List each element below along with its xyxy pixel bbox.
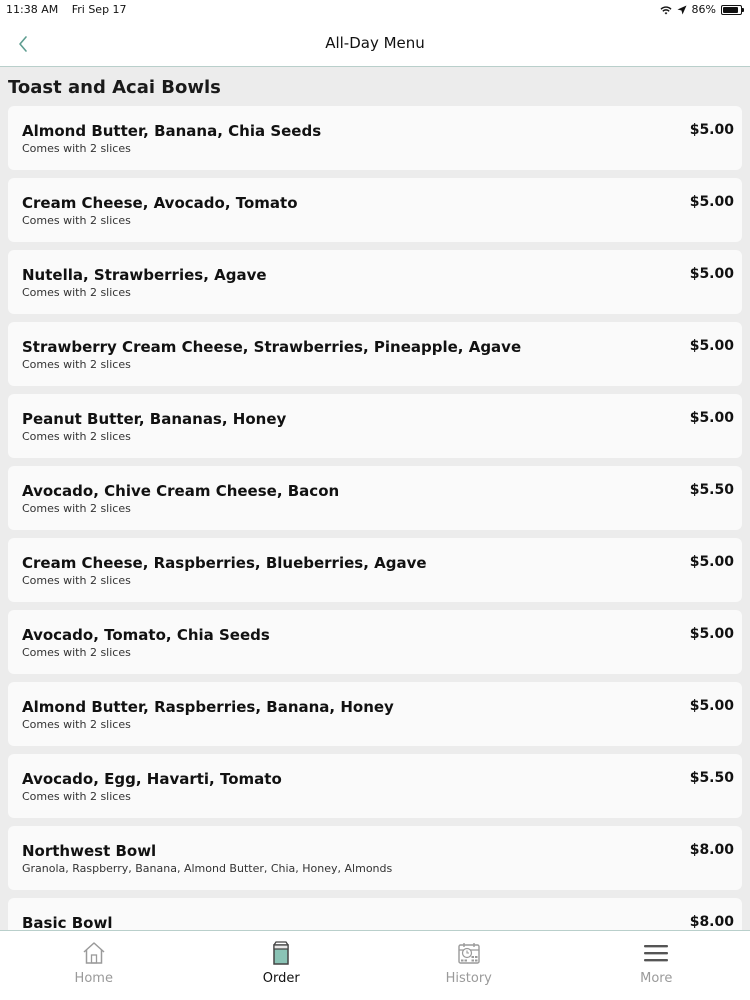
item-name: Avocado, Chive Cream Cheese, Bacon <box>22 482 340 500</box>
item-price: $5.00 <box>689 338 734 354</box>
tab-more[interactable] <box>563 931 750 1000</box>
status-date: Fri Sep 17 <box>71 3 127 16</box>
page-title: All-Day Menu <box>325 34 425 52</box>
status-right <box>660 3 742 16</box>
item-price: $5.00 <box>689 410 734 426</box>
status-time: 11:38 AM <box>6 3 59 16</box>
item-description: Comes with 2 slices <box>22 142 131 155</box>
item-price: $5.00 <box>689 626 734 642</box>
item-name: Almond Butter, Raspberries, Banana, Honey <box>22 698 394 716</box>
item-name: Basic Bowl <box>22 914 113 930</box>
item-price: $5.50 <box>689 770 734 786</box>
item-price: $5.00 <box>689 266 734 282</box>
item-name: Almond Butter, Banana, Chia Seeds <box>22 122 322 140</box>
item-description: Comes with 2 slices <box>22 718 131 731</box>
battery-fill <box>723 7 738 13</box>
tab-label: More <box>640 971 673 986</box>
menu-item[interactable] <box>8 322 742 386</box>
item-name: Nutella, Strawberries, Agave <box>22 266 267 284</box>
item-description: Comes with 2 slices <box>22 286 131 299</box>
item-description: Comes with 2 slices <box>22 358 131 371</box>
item-description: Comes with 2 slices <box>22 214 131 227</box>
item-price: $5.50 <box>689 482 734 498</box>
tab-label: History <box>445 971 492 986</box>
status-bar <box>0 0 750 20</box>
menu-item[interactable] <box>8 754 742 818</box>
home-icon <box>81 940 107 966</box>
item-name: Peanut Butter, Bananas, Honey <box>22 410 287 428</box>
menu-item[interactable] <box>8 250 742 314</box>
item-price: $5.00 <box>689 698 734 714</box>
item-price: $5.00 <box>689 122 734 138</box>
item-price: $5.00 <box>689 554 734 570</box>
menu-item[interactable] <box>8 682 742 746</box>
menu-item[interactable] <box>8 466 742 530</box>
menu-item[interactable] <box>8 610 742 674</box>
item-description: Granola, Raspberry, Banana, Almond Butter, Chia, Honey, Almonds <box>22 862 393 875</box>
item-description: Comes with 2 slices <box>22 430 131 443</box>
item-name: Avocado, Egg, Havarti, Tomato <box>22 770 282 788</box>
item-name: Cream Cheese, Avocado, Tomato <box>22 194 298 212</box>
tab-bar <box>0 930 750 1000</box>
tab-label: Home <box>74 971 113 986</box>
menu-icon <box>643 940 669 966</box>
item-name: Strawberry Cream Cheese, Strawberries, Pineapple, Agave <box>22 338 522 356</box>
tab-order[interactable] <box>188 931 376 1000</box>
history-calendar-icon <box>456 940 482 966</box>
tab-history[interactable] <box>375 931 563 1000</box>
item-price: $8.00 <box>689 842 734 858</box>
menu-item[interactable] <box>8 826 742 890</box>
menu-item[interactable] <box>8 538 742 602</box>
menu-item[interactable] <box>8 106 742 170</box>
status-left <box>6 3 137 16</box>
item-price: $8.00 <box>689 914 734 930</box>
location-arrow-icon <box>677 5 687 15</box>
tab-home[interactable] <box>0 931 188 1000</box>
item-name: Avocado, Tomato, Chia Seeds <box>22 626 270 644</box>
battery-percent: 86% <box>691 3 716 16</box>
item-description: Comes with 2 slices <box>22 502 131 515</box>
item-price: $5.00 <box>689 194 734 210</box>
order-bag-icon <box>268 940 294 966</box>
item-name: Cream Cheese, Raspberries, Blueberries, Agave <box>22 554 427 572</box>
item-name: Northwest Bowl <box>22 842 157 860</box>
menu-list <box>8 106 742 930</box>
menu-item[interactable] <box>8 394 742 458</box>
nav-bar <box>0 20 750 67</box>
section-title: Toast and Acai Bowls <box>8 77 221 98</box>
battery-icon <box>721 5 742 15</box>
item-description: Comes with 2 slices <box>22 574 131 587</box>
menu-item[interactable] <box>8 898 742 930</box>
wifi-icon <box>660 5 672 15</box>
tab-label: Order <box>262 971 300 986</box>
item-description: Comes with 2 slices <box>22 646 131 659</box>
menu-content[interactable] <box>0 68 750 930</box>
menu-item[interactable] <box>8 178 742 242</box>
item-description: Comes with 2 slices <box>22 790 131 803</box>
